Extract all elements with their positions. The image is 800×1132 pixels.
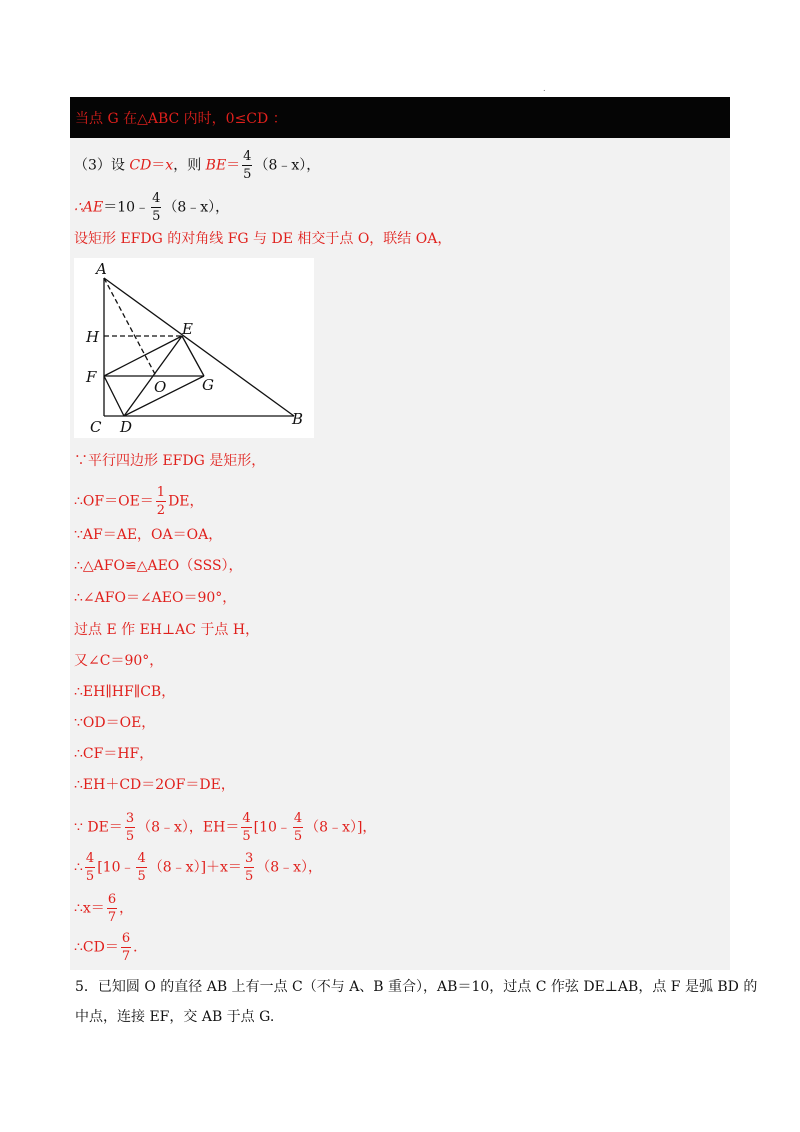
solution-line-15: ∵ DE＝ $\frac{3}{5}$ （8﹣x），EH＝ $\frac{4}{5}$ [10﹣ $\frac{4}{5}$ （8﹣x）]， <box>74 811 377 844</box>
solution-line-4: ∵平行四边形 EFDG 是矩形， <box>74 453 266 469</box>
fraction-3-5: $\frac{3}{5}$ <box>125 811 135 844</box>
fraction-4-5: $\frac{4}{5}$ <box>85 851 95 884</box>
fraction-6-7: $\frac{6}{7}$ <box>121 931 131 964</box>
fraction-1-2: $\frac{1}{2}$ <box>156 485 166 518</box>
solution-line-18: ∴CD＝ $\frac{6}{7}$ ． <box>74 931 148 964</box>
solution-line-9: 过点 E 作 EH⊥AC 于点 H， <box>74 622 260 638</box>
question-5-line-1: 5．已知圆 O 的直径 AB 上有一点 C（不与 A、B 重合），AB＝10，过点 C 作弦 DE⊥AB，点 F 是弧 BD 的 <box>75 979 758 995</box>
segment-ab <box>104 278 294 416</box>
answer-header-bar <box>70 97 730 138</box>
label-d: D <box>120 418 133 436</box>
label-b: B <box>292 410 304 428</box>
question-5-line-2: 中点，连接 EF，交 AB 于点 G. <box>75 1009 275 1025</box>
solution-line-3: 设矩形 EFDG 的对角线 FG 与 DE 相交于点 O，联结 OA， <box>74 231 452 247</box>
fraction-4-5: $\frac{4}{5}$ <box>137 851 146 884</box>
triangle-diagram <box>74 258 314 438</box>
geometry-figure <box>74 258 314 438</box>
label-g: G <box>202 376 214 394</box>
label-h: H <box>86 328 100 346</box>
solution-line-7: ∴△AFO≌△AEO（SSS）， <box>74 558 243 574</box>
solution-line-1: （3）设 CD＝x，则 BE＝ $\frac{4}{5}$ （8﹣x）， <box>74 149 321 182</box>
fraction-3-5: $\frac{3}{5}$ <box>244 851 254 884</box>
segment-fd <box>104 376 124 416</box>
label-f: F <box>86 368 97 386</box>
segment-ao <box>104 278 156 376</box>
fraction-4-5: $\frac{4}{5}$ <box>152 191 161 224</box>
solution-line-17: ∴x＝ $\frac{6}{7}$ ， <box>74 892 134 925</box>
solution-line-12: ∵OD＝OE， <box>74 715 156 731</box>
label-a: A <box>96 260 107 278</box>
solution-line-13: ∴CF＝HF， <box>74 746 154 762</box>
page-dot: . <box>543 84 546 93</box>
fraction-4-5: $\frac{4}{5}$ <box>243 149 252 182</box>
solution-line-16: ∴ $\frac{4}{5}$ [10﹣ $\frac{4}{5}$ （8﹣x）]＋x＝ $\frac{3}{5}$ （8﹣x）， <box>74 851 323 884</box>
solution-line-6: ∵AF＝AE，OA＝OA， <box>74 527 223 543</box>
solution-line-2: ∴AE＝10﹣ $\frac{4}{5}$ （8﹣x）， <box>74 191 230 224</box>
fraction-6-7: $\frac{6}{7}$ <box>107 892 117 925</box>
solution-line-10: 又∠C＝90°， <box>74 653 164 669</box>
answer-header-text: 当点 G 在△ABC 内时，0≤CD ： <box>75 111 287 127</box>
solution-line-5: ∴OF＝OE＝ $\frac{1}{2}$ DE， <box>74 485 204 518</box>
solution-line-11: ∴EH∥HF∥CB， <box>74 684 176 700</box>
segment-fe <box>104 336 182 376</box>
solution-line-8: ∴∠AFO＝∠AEO＝90°， <box>74 590 237 606</box>
solution-line-14: ∴EH＋CD＝2OF＝DE， <box>74 777 235 793</box>
label-c: C <box>90 418 102 436</box>
label-o: O <box>154 378 167 396</box>
fraction-4-5: $\frac{4}{5}$ <box>293 811 303 844</box>
fraction-4-5: $\frac{4}{5}$ <box>242 811 251 844</box>
label-e: E <box>182 320 193 338</box>
